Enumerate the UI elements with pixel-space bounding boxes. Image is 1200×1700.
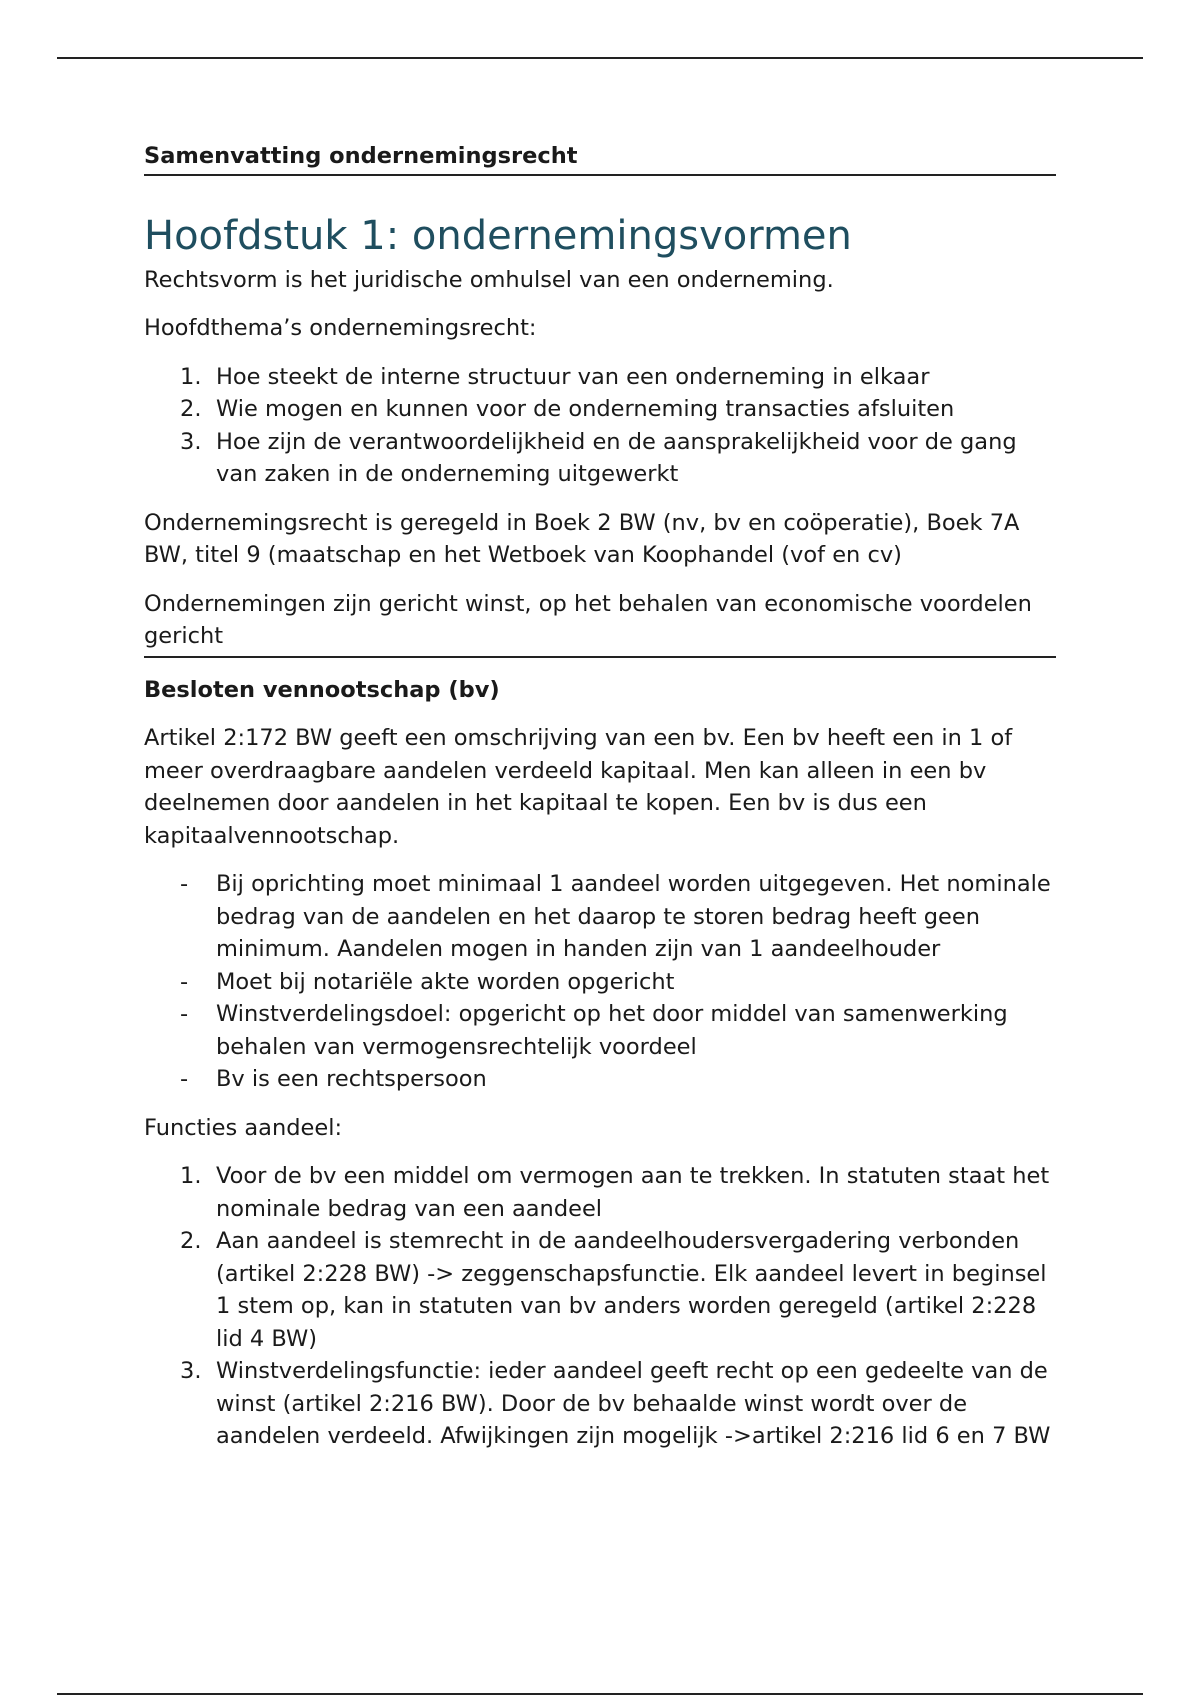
document-header: Samenvatting ondernemingsrecht — [144, 140, 1056, 176]
section-title-bv: Besloten vennootschap (bv) — [144, 676, 500, 703]
chapter-title: Hoofdstuk 1: ondernemingsvormen — [144, 212, 852, 259]
intro-paragraph-1: Rechtsvorm is het juridische omhulsel van een onderneming. — [144, 266, 834, 293]
list-marker: 3. — [180, 1358, 202, 1384]
list-item-text: Voor de bv een middel om vermogen aan te trekken. In statuten staat het nominale bedrag van een aandeel — [216, 1163, 1050, 1222]
list-item-text: Bij oprichting moet minimaal 1 aandeel worden uitgegeven. Het nominale bedrag van de aandelen en het daarop te storen bedrag heeft geen minimum. Aandelen mogen in handen zijn van 1 aandeelhouder — [216, 871, 1051, 962]
list-item-text: Bv is een rechtspersoon — [216, 1066, 487, 1092]
list-item — [144, 998, 1056, 1063]
list-marker: - — [180, 1001, 189, 1027]
functies-label: Functies aandeel: — [144, 1114, 343, 1141]
hoofdthemas-list — [144, 361, 1056, 491]
list-item-text: Aan aandeel is stemrecht in de aandeelhoudersvergadering verbonden (artikel 2:228 BW) -> zeggenschapsfunctie. Elk aandeel levert in beginsel 1 stem op, kan in statuten van bv anders worden geregeld (artikel 2:228 lid 4 BW) — [216, 1228, 1047, 1352]
list-item — [144, 868, 1056, 966]
list-marker: - — [180, 1066, 189, 1092]
list-item-text: Hoe zijn de verantwoordelijkheid en de aansprakelijkheid voor de gang van zaken in de onderneming uitgewerkt — [216, 428, 1017, 487]
intro-paragraph-2: Hoofdthema’s ondernemingsrecht: — [144, 315, 537, 341]
list-item — [144, 361, 1056, 394]
document-body — [144, 140, 1056, 1469]
list-item — [144, 1160, 1056, 1225]
list-item-text: Wie mogen en kunnen voor de onderneming transacties afsluiten — [216, 396, 955, 422]
list-item — [144, 393, 1056, 426]
list-item-text: Hoe steekt de interne structuur van een onderneming in elkaar — [216, 363, 930, 390]
functies-list — [144, 1160, 1056, 1453]
list-item — [144, 1063, 1056, 1096]
list-item-text: Winstverdelingsfunctie: ieder aandeel geeft recht op een gedeelte van de winst (artikel 2:216 BW). Door de bv behaalde winst wordt over de aandelen verdeeld. Afwijkingen zijn mogelijk ->artikel 2:216 lid 6 en 7 BW — [216, 1358, 1051, 1449]
list-item-text: Winstverdelingsdoel: opgericht op het door middel van samenwerking behalen van vermogensrechtelijk voordeel — [216, 1001, 1008, 1060]
intro-paragraph-3: Ondernemingsrecht is geregeld in Boek 2 BW (nv, bv en coöperatie), Boek 7A BW, titel 9 (maatschap en het Wetboek van Koophandel (vof en cv) — [144, 509, 1020, 568]
bv-paragraph-1: Artikel 2:172 BW geeft een omschrijving van een bv. Een bv heeft een in 1 of meer overdraagbare aandelen verdeeld kapitaal. Men kan alleen in een bv deelnemen door aandelen in het kapitaal te kopen. Een bv is dus een kapitaalvennootschap. — [144, 725, 1013, 849]
list-marker: - — [180, 968, 189, 995]
list-marker: 2. — [180, 1228, 202, 1254]
list-item — [144, 426, 1056, 491]
list-marker: 1. — [180, 1163, 202, 1189]
list-item-text: Moet bij notariële akte worden opgericht — [216, 968, 675, 995]
list-item — [144, 1225, 1056, 1355]
list-marker: 2. — [180, 396, 202, 422]
list-marker: 1. — [180, 363, 202, 390]
list-item — [144, 1355, 1056, 1453]
bv-bullet-list — [144, 868, 1056, 1096]
intro-paragraph-4: Ondernemingen zijn gericht winst, op het behalen van economische voordelen gericht — [144, 588, 1056, 658]
list-marker: 3. — [180, 428, 202, 455]
page-top-rule — [57, 57, 1143, 59]
page-bottom-rule — [57, 1693, 1143, 1695]
list-marker: - — [180, 871, 189, 897]
list-item — [144, 966, 1056, 999]
